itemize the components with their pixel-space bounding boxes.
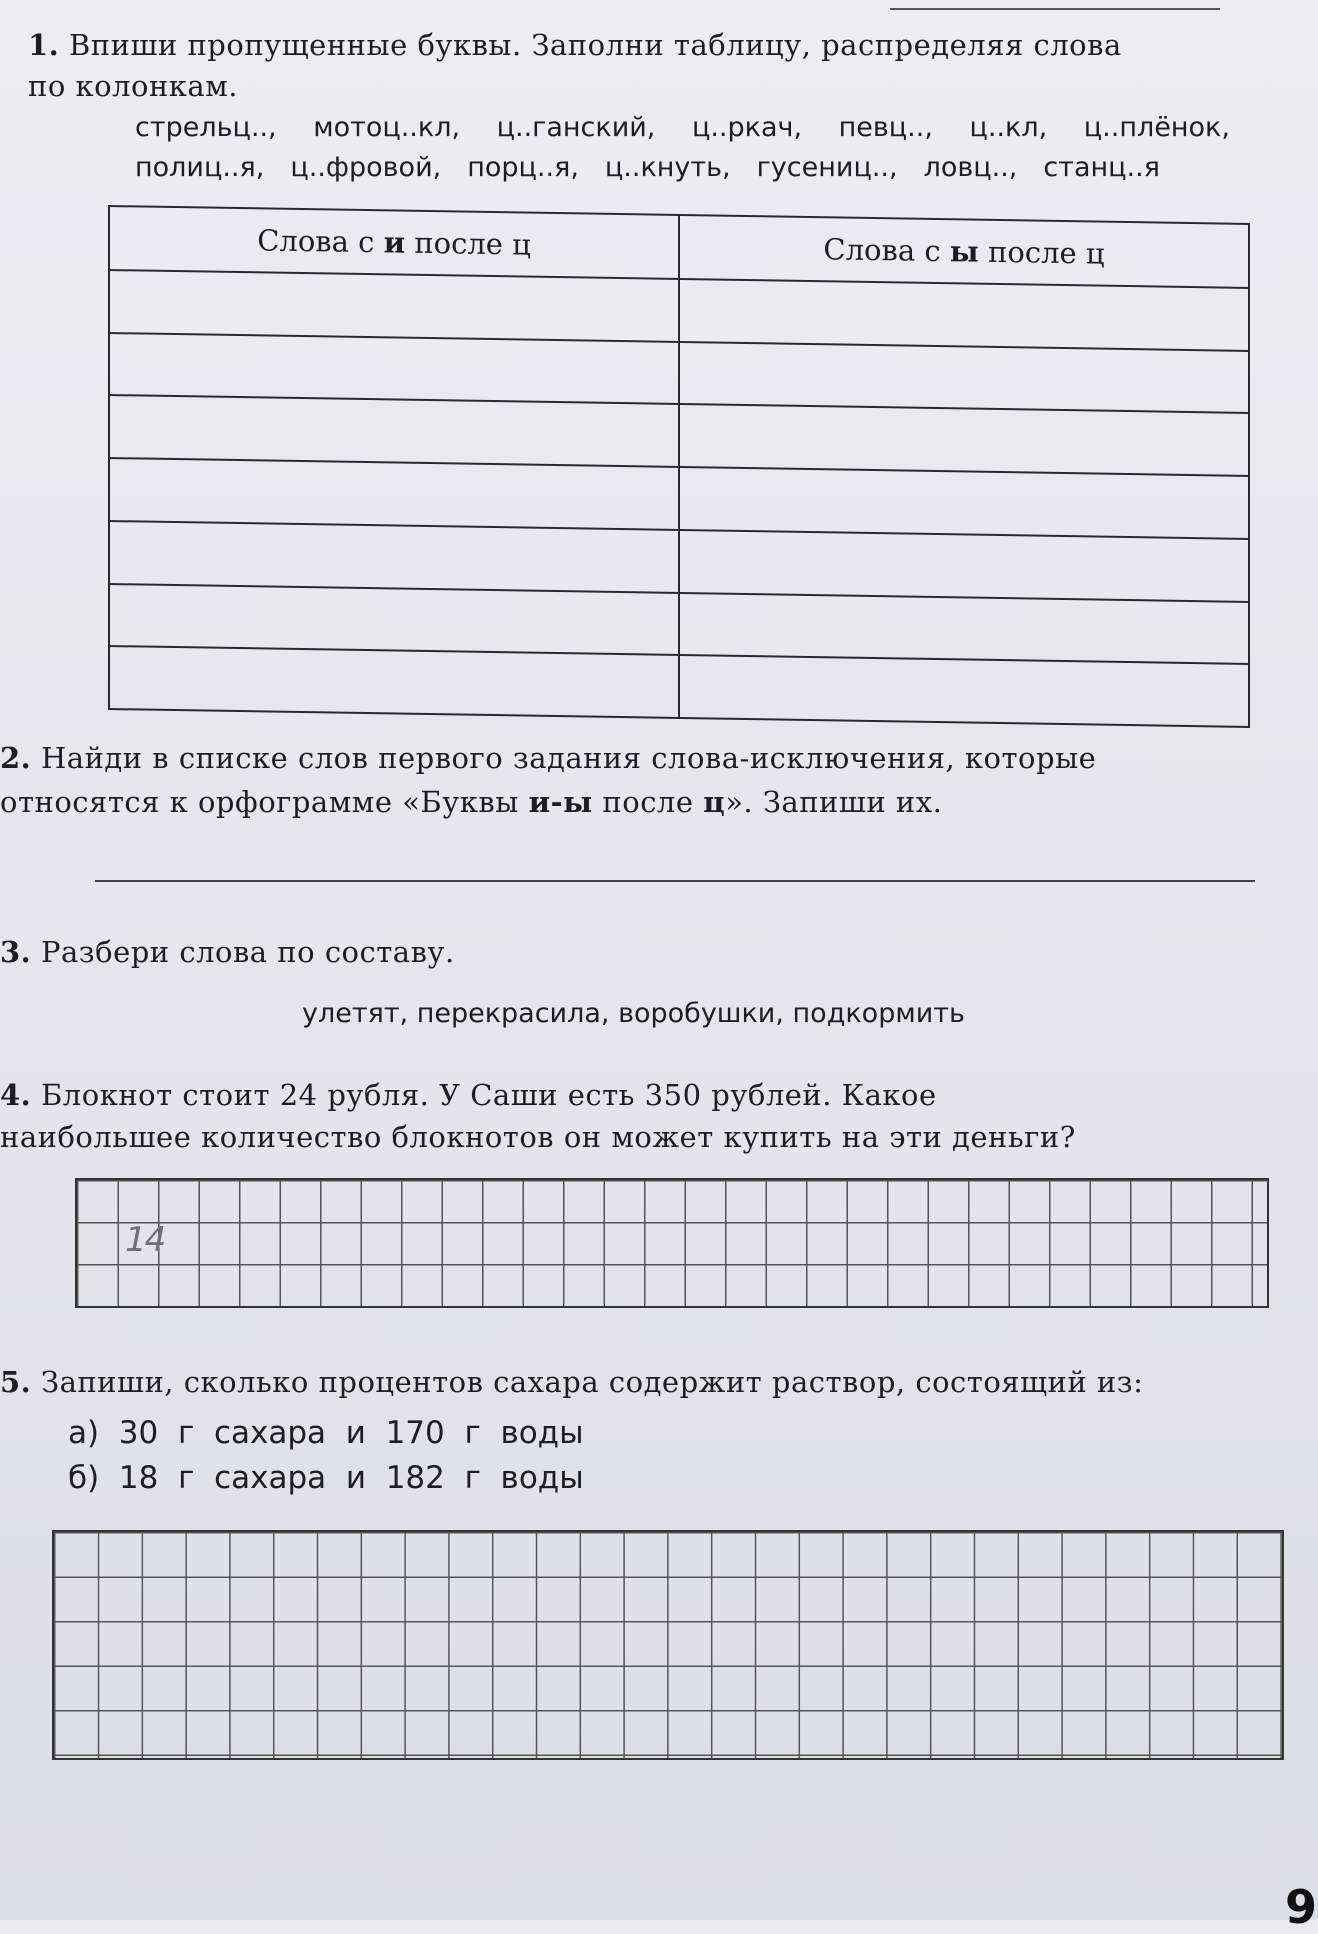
word-item: порц..я, (467, 152, 579, 183)
word-item: полиц..я, (135, 152, 265, 183)
word-item: ц..ркач, (691, 112, 803, 143)
table-cell[interactable] (679, 467, 1249, 539)
task-1-number: 1. (28, 28, 60, 62)
word-item: станц..я (1043, 152, 1160, 183)
task-4-instruction: 4. Блокнот стоит 24 рубля. У Саши есть 350 рублей. Какое (0, 1078, 937, 1112)
task-2-instruction: 2. Найди в списке слов первого задания слова-исключения, которые (0, 741, 1097, 775)
word-item: гусениц.., (756, 152, 898, 183)
table-cell[interactable] (109, 584, 679, 656)
task-3-word-list: улетят, перекрасила, воробушки, подкормить (302, 998, 965, 1029)
column-header-i: Слова с и после ц (109, 206, 679, 279)
task-2-number: 2. (0, 741, 32, 775)
task-1-line-2: по колонкам. (28, 69, 238, 103)
task-5-answer-grid[interactable] (52, 1530, 1284, 1760)
task-2-line-2: относятся к орфограмме «Буквы и-ы после ц». Запиши их. (0, 785, 943, 819)
task-4-line-2: наибольшее количество блокнотов он может купить на эти деньги? (0, 1120, 1076, 1154)
name-underline (890, 8, 1220, 10)
table-cell[interactable] (109, 646, 679, 718)
task-3-instruction: 3. Разбери слова по составу. (0, 935, 455, 969)
task-5-item-a: а) 30 г сахара и 170 г воды (68, 1415, 584, 1451)
table-cell[interactable] (679, 592, 1249, 664)
word-item: ц..ганский, (496, 112, 656, 143)
table-cell[interactable] (679, 530, 1249, 602)
table-cell[interactable] (679, 655, 1249, 727)
task-1-line-1: Впиши пропущенные буквы. Заполни таблицу, распределяя слова (69, 28, 1122, 62)
word-item: мотоц..кл, (313, 112, 461, 143)
table-cell[interactable] (109, 333, 679, 405)
page-number: 9 (1285, 1880, 1318, 1934)
task-2-answer-line[interactable] (95, 880, 1255, 882)
column-header-y: Слова с ы после ц (679, 215, 1249, 288)
task-5-item-b: б) 18 г сахара и 182 г воды (68, 1460, 584, 1496)
word-list-row-1 (135, 112, 1230, 143)
table-cell[interactable] (679, 404, 1249, 476)
task-3-number: 3. (0, 935, 32, 969)
task-5-number: 5. (0, 1365, 32, 1399)
task-4-answer-grid[interactable] (75, 1178, 1269, 1308)
word-item: стрельц.., (135, 112, 277, 143)
task-1-instruction (28, 25, 1268, 65)
word-sort-table (108, 205, 1250, 728)
word-list-row-2 (135, 152, 1160, 183)
word-item: ц..кнуть, (604, 152, 731, 183)
table-cell[interactable] (679, 342, 1249, 414)
table-cell[interactable] (109, 458, 679, 530)
task-4-number: 4. (0, 1078, 32, 1112)
table-cell[interactable] (109, 521, 679, 593)
word-item: ц..фровой, (290, 152, 442, 183)
table-cell[interactable] (679, 279, 1249, 351)
word-item: ловц.., (923, 152, 1018, 183)
task-5-instruction: 5. Запиши, сколько процентов сахара содержит раствор, состоящий из: (0, 1365, 1144, 1399)
table-cell[interactable] (109, 270, 679, 342)
table-cell[interactable] (109, 395, 679, 467)
word-item: ц..кл, (969, 112, 1048, 143)
handwritten-answer: 14 (125, 1220, 165, 1260)
word-item: певц.., (838, 112, 933, 143)
word-item: ц..плёнок, (1083, 112, 1230, 143)
